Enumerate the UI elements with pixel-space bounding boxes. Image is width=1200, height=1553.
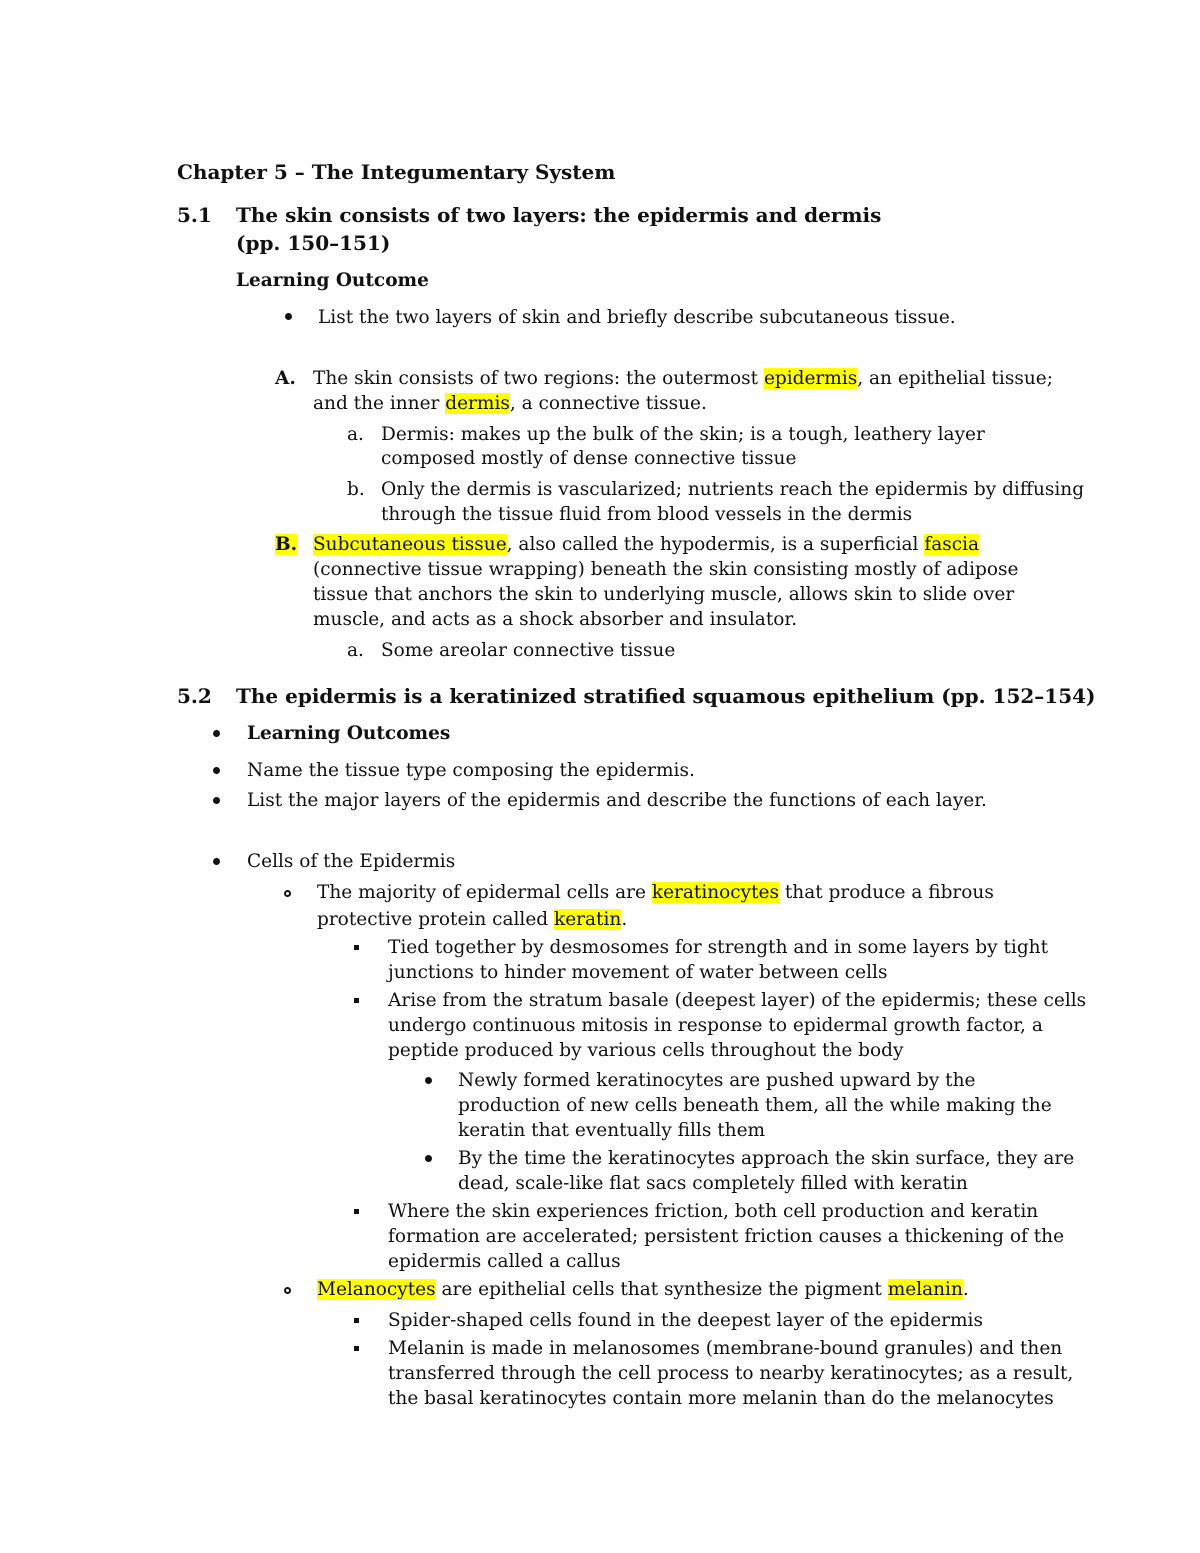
section-5-1-pages: (pp. 150–151) [236,231,391,255]
item-B-line-4: muscle, and acts as a shock absorber and insulator. [313,609,798,630]
item-B-line-3: tissue that anchors the skin to underlying muscle, allows skin to slide over [313,584,1015,605]
highlight-melanocytes: Melanocytes [317,1279,436,1300]
subitem-a-line-2: composed mostly of dense connective tissue [381,448,797,469]
square-bullet-icon [354,1318,359,1323]
section-5-2-title: The epidermis is a keratinized stratified squamous epithelium (pp. 152–154) [236,684,1096,708]
melanocytes-detail-2-line-1: Melanin is made in melanosomes (membrane-bound granules) and then [388,1338,1063,1359]
item-marker-A: A. [275,368,296,389]
bullet-icon [213,730,220,737]
melanocytes-detail-2-line-2: transferred through the cell process to nearby keratinocytes; as a result, [388,1363,1074,1384]
highlight-dermis: dermis [445,393,510,414]
item-marker-B: B. [275,534,298,555]
square-bullet-icon [354,998,359,1003]
keratinocytes-detail-2a-line-3: keratin that eventually fills them [458,1120,766,1141]
highlight-epidermis: epidermis [763,368,858,389]
keratinocytes-detail-1-line-2: junctions to hinder movement of water between cells [388,962,888,983]
bullet-icon [285,313,292,320]
subitem-a-line-1: Dermis: makes up the bulk of the skin; is a tough, leathery layer [381,424,985,445]
keratinocytes-line-1: The majority of epidermal cells are keratinocytes that produce a fibrous [317,882,994,903]
bullet-icon [213,767,220,774]
keratinocytes-detail-2-line-1: Arise from the stratum basale (deepest layer) of the epidermis; these cells [388,990,1087,1011]
melanocytes-detail-1: Spider-shaped cells found in the deepest layer of the epidermis [388,1310,983,1331]
keratinocytes-line-2: protective protein called keratin. [317,909,628,930]
bullet-icon [425,1155,432,1162]
keratinocytes-detail-2-line-2: undergo continuous mitosis in response to epidermal growth factor, a [388,1015,1043,1036]
subitem-a-line-1: Some areolar connective tissue [381,640,676,661]
keratinocytes-detail-2a-line-2: production of new cells beneath them, all the while making the [458,1095,1052,1116]
highlight-keratin: keratin [554,909,622,930]
square-bullet-icon [354,1346,359,1351]
section-5-2-number: 5.2 [177,684,212,708]
circle-bullet-icon [284,890,291,897]
learning-outcome-heading: Learning Outcome [236,270,429,291]
melanocytes-detail-2-line-3: the basal keratinocytes contain more melanin than do the melanocytes [388,1388,1054,1409]
keratinocytes-detail-1-line-1: Tied together by desmosomes for strength and in some layers by tight [388,937,1049,958]
learning-outcomes-heading: Learning Outcomes [247,723,451,744]
learning-outcome-item: List the two layers of skin and briefly describe subcutaneous tissue. [318,307,956,328]
subitem-marker-a: a. [347,640,364,661]
item-B-line-2: (connective tissue wrapping) beneath the skin consisting mostly of adipose [313,559,1019,580]
keratinocytes-detail-2a-line-1: Newly formed keratinocytes are pushed upward by the [458,1070,976,1091]
learning-outcome-item: List the major layers of the epidermis and describe the functions of each layer. [247,790,987,811]
keratinocytes-detail-2b-line-1: By the time the keratinocytes approach the skin surface, they are [458,1148,1075,1169]
learning-outcome-item: Name the tissue type composing the epidermis. [247,760,695,781]
keratinocytes-detail-3-line-3: epidermis called a callus [388,1251,621,1272]
keratinocytes-detail-3-line-2: formation are accelerated; persistent friction causes a thickening of the [388,1226,1065,1247]
melanocytes-line-1: Melanocytes are epithelial cells that synthesize the pigment melanin. [317,1279,969,1300]
bullet-icon [213,797,220,804]
subitem-b-line-2: through the tissue fluid from blood vessels in the dermis [381,504,913,525]
keratinocytes-detail-2-line-3: peptide produced by various cells throughout the body [388,1040,904,1061]
cells-heading: Cells of the Epidermis [247,851,456,872]
square-bullet-icon [354,1209,359,1214]
keratinocytes-detail-2b-line-2: dead, scale-like flat sacs completely filled with keratin [458,1173,968,1194]
keratinocytes-detail-3-line-1: Where the skin experiences friction, both cell production and keratin [388,1201,1039,1222]
chapter-title: Chapter 5 – The Integumentary System [177,160,616,184]
section-5-1-number: 5.1 [177,203,212,227]
bullet-icon [213,858,220,865]
section-5-1-title: The skin consists of two layers: the epidermis and dermis [236,203,882,227]
circle-bullet-icon [284,1287,291,1294]
bullet-icon [425,1077,432,1084]
highlight-subcutaneous-tissue: Subcutaneous tissue [313,534,507,555]
highlight-fascia: fascia [924,534,980,555]
item-B-line-1: Subcutaneous tissue, also called the hypodermis, is a superficial fascia [313,534,980,555]
subitem-b-line-1: Only the dermis is vascularized; nutrients reach the epidermis by diffusing [381,479,1085,500]
subitem-marker-a: a. [347,424,364,445]
subitem-marker-b: b. [347,479,365,500]
highlight-keratinocytes: keratinocytes [651,882,779,903]
highlight-melanin: melanin [887,1279,963,1300]
item-A-line-2: and the inner dermis, a connective tissue. [313,393,707,414]
square-bullet-icon [354,945,359,950]
item-A-line-1: The skin consists of two regions: the outermost epidermis, an epithelial tissue; [313,368,1053,389]
